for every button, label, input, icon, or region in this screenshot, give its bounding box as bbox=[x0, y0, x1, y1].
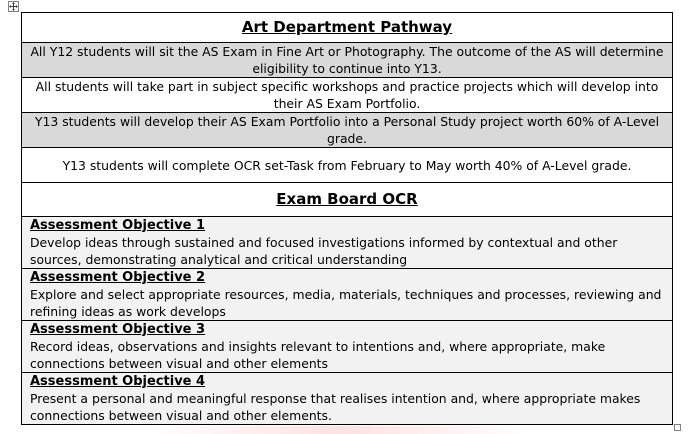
table-row bbox=[22, 78, 673, 113]
assessment-objective-3 bbox=[22, 321, 673, 373]
objective-description: Explore and select appropriate resources, media, materials, techniques and processes, reviewing and refining ideas as work develops bbox=[30, 287, 662, 319]
objective-description: Record ideas, observations and insights relevant to intentions and, where appropriate, make connections between visual and other elements bbox=[30, 339, 606, 371]
exam-board-heading: Exam Board OCR bbox=[22, 183, 673, 217]
table-row bbox=[22, 13, 673, 43]
table-resize-handle-icon[interactable] bbox=[674, 424, 681, 431]
assessment-objective-1 bbox=[22, 217, 673, 269]
objective-description: Develop ideas through sustained and focused investigations informed by contextual and other sources, demonstrating analytical and critical understanding bbox=[30, 235, 618, 267]
objective-title: Assessment Objective 3 bbox=[30, 322, 206, 337]
table-row bbox=[22, 148, 673, 183]
table-row bbox=[22, 217, 673, 269]
pathway-row-4: Y13 students will complete OCR set-Task from February to May worth 40% of A-Level grade. bbox=[22, 148, 673, 183]
table-move-handle-icon[interactable] bbox=[8, 1, 19, 12]
table-row bbox=[22, 321, 673, 373]
pathway-heading: Art Department Pathway bbox=[22, 13, 673, 43]
table-row bbox=[22, 43, 673, 78]
objective-title: Assessment Objective 1 bbox=[30, 218, 206, 233]
assessment-objective-2 bbox=[22, 269, 673, 321]
move-arrows-icon bbox=[9, 2, 18, 11]
pathway-row-1: All Y12 students will sit the AS Exam in Fine Art or Photography. The outcome of the AS will determine eligibility to continue into Y13. bbox=[22, 43, 673, 78]
art-pathway-table bbox=[21, 12, 673, 425]
assessment-objective-4 bbox=[22, 373, 673, 425]
pathway-row-2: All students will take part in subject specific workshops and practice projects which will develop into their AS Exam Portfolio. bbox=[22, 78, 673, 113]
pathway-row-3: Y13 students will develop their AS Exam Portfolio into a Personal Study project worth 60% of A-Level grade. bbox=[22, 113, 673, 148]
table-row bbox=[22, 183, 673, 217]
table-row bbox=[22, 373, 673, 425]
table-row bbox=[22, 113, 673, 148]
table-row bbox=[22, 269, 673, 321]
background-watermark bbox=[150, 426, 530, 434]
objective-description: Present a personal and meaningful response that realises intention and, where appropriate makes connections between visual and other elements. bbox=[30, 391, 641, 423]
objective-title: Assessment Objective 4 bbox=[30, 374, 206, 389]
objective-title: Assessment Objective 2 bbox=[30, 270, 206, 285]
